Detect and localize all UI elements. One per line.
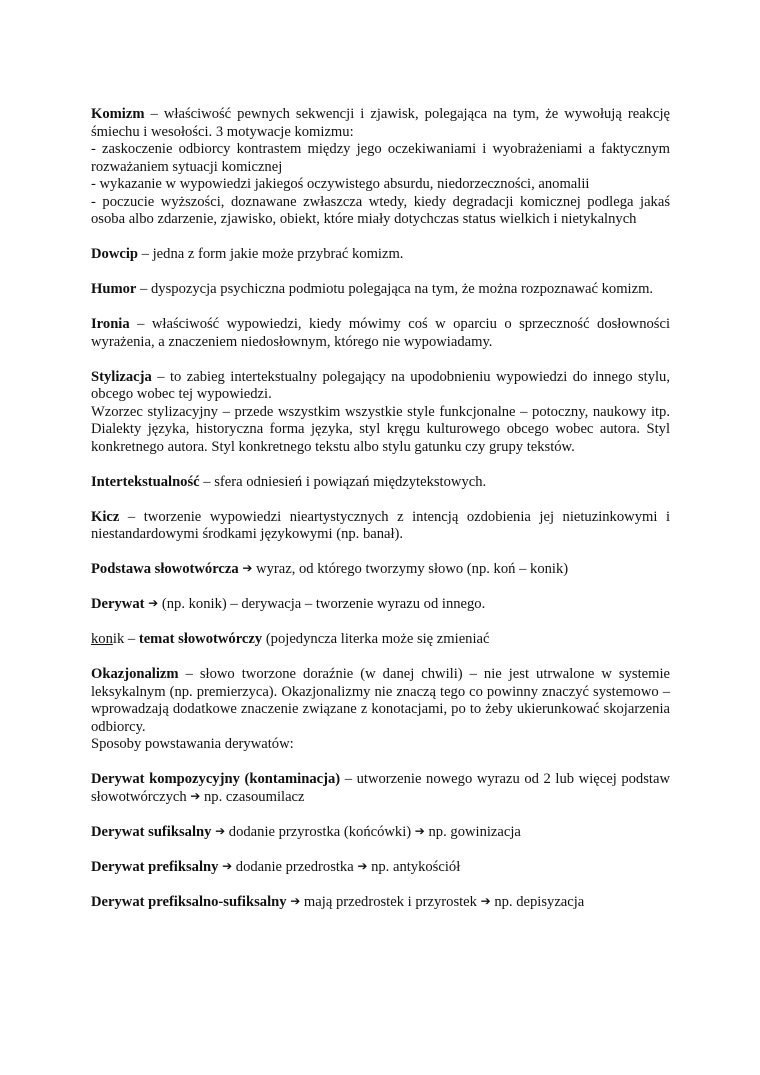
term-dowcip: Dowcip	[91, 246, 139, 262]
arrow-icon: ➔	[222, 858, 233, 873]
intertekstualnosc-definition: Intertekstualność – sfera odniesień i powiązań międzytekstowych.	[91, 473, 487, 490]
arrow-icon: ➔	[290, 893, 301, 908]
term-humor: Humor	[91, 281, 137, 297]
podstawa-definition: Podstawa słowotwórcza ➔ wyraz, od którego tworzymy słowo (np. koń – konik)	[91, 561, 569, 577]
stylizacja-extra: Wzorzec stylizacyjny – przede wszystkim wszystkie style funkcjonalne – potoczny, naukowy itp. Dialekty języka, historyczna forma języka, styl kręgu kulturowego obcego wobec autora. Styl konkretnego autora. Styl konkretnego tekstu albo stylu gatunku czy grupy tekstów.	[91, 403, 670, 455]
term-podstawa: Podstawa słowotwórcza	[91, 561, 239, 577]
term-prefsuf: Derywat prefiksalno-sufiksalny	[91, 893, 287, 910]
komizm-definition: Komizm – właściwość pewnych sekwencji i zjawisk, polegająca na tym, że wywołują reakcję śmiechu i wesołości. 3 motywacje komizmu:	[91, 106, 670, 140]
temat-definition: konik – temat słowotwórczy (pojedyncza literka może się zmieniać	[91, 631, 490, 647]
term-okazjonalizm: Okazjonalizm	[91, 666, 179, 682]
term-prefiksalny: Derywat prefiksalny	[91, 858, 219, 875]
okazjonalizm-extra: Sposoby powstawania derywatów:	[91, 736, 294, 752]
kompozycyjny-definition: Derywat kompozycyjny (kontaminacja) – utworzenie nowego wyrazu od 2 lub więcej podstaw słowotwórczych ➔ np. czasoumilacz	[91, 771, 670, 805]
dowcip-definition: Dowcip – jedna z form jakie może przybrać komizm.	[91, 246, 404, 262]
okazjonalizm-definition: Okazjonalizm – słowo tworzone doraźnie (w danej chwili) – nie jest utrwalone w systemie leksykalnym (np. premierzyca). Okazjonalizmy nie znaczą tego co powinny znaczyć systemowo – wprowadzają dodatkowe znaczenie związane z konotacjami, po to żeby ukierunkować skojarzenia odbiorcy.	[91, 666, 670, 735]
ironia-definition: Ironia – właściwość wypowiedzi, kiedy mówimy coś w oparciu o sprzeczność dosłowności wyrażenia, a znaczeniem niedosłownym, którego nie wypowiadamy.	[91, 316, 670, 350]
kicz-definition: Kicz – tworzenie wypowiedzi nieartystycznych z intencją ozdobienia jej nietuzinkowymi i niestandardowymi środkami językowymi (np. banał).	[91, 508, 670, 542]
term-temat: temat słowotwórczy	[138, 631, 263, 647]
stylizacja-definition: Stylizacja – to zabieg intertekstualny polegający na upodobnieniu wypowiedzi do innego stylu, obcego wobec tej wypowiedzi.	[91, 368, 670, 402]
arrow-icon: ➔	[190, 788, 201, 803]
derywat-definition: Derywat ➔ (np. konik) – derywacja – tworzenie wyrazu od innego.	[91, 596, 486, 612]
arrow-icon: ➔	[215, 823, 226, 838]
arrow-icon: ➔	[242, 561, 253, 575]
humor-definition: Humor – dyspozycja psychiczna podmiotu polegająca na tym, że można rozpoznawać komizm.	[91, 281, 654, 297]
term-kompozycyjny: Derywat kompozycyjny (kontaminacja)	[91, 771, 341, 787]
sufiksalny-definition: Derywat sufiksalny ➔ dodanie przyrostka (końcówki) ➔ np. gowinizacja	[91, 823, 521, 840]
underlined-stem: kon	[91, 631, 113, 647]
term-ironia: Ironia	[91, 316, 130, 332]
prefsuf-definition: Derywat prefiksalno-sufiksalny ➔ mają przedrostek i przyrostek ➔ np. depisyzacja	[91, 893, 585, 910]
arrow-icon: ➔	[480, 893, 491, 908]
arrow-icon: ➔	[357, 858, 368, 873]
komizm-item-2: - wykazanie w wypowiedzi jakiegoś oczywistego absurdu, niedorzeczności, anomalii	[91, 176, 590, 192]
term-intertekstualnosc: Intertekstualność	[91, 473, 200, 490]
term-derywat: Derywat	[91, 596, 145, 612]
komizm-item-3: - poczucie wyższości, doznawane zwłaszcza wtedy, kiedy degradacji komicznej podlega jakaś osoba albo zdarzenie, zjawisko, obiekt, które miały dotychczas status wielkich i nietykalnych	[91, 193, 670, 227]
komizm-item-1: - zaskoczenie odbiorcy kontrastem między jego oczekiwaniami i wyobrażeniami a faktycznym rozważaniem sytuacji komicznej	[91, 141, 670, 175]
term-sufiksalny: Derywat sufiksalny	[91, 823, 212, 840]
prefiksalny-definition: Derywat prefiksalny ➔ dodanie przedrostka ➔ np. antykościół	[91, 858, 461, 875]
term-stylizacja: Stylizacja	[91, 368, 152, 385]
term-komizm: Komizm	[91, 106, 145, 122]
term-kicz: Kicz	[91, 508, 120, 525]
arrow-icon: ➔	[148, 596, 159, 610]
arrow-icon: ➔	[414, 823, 425, 838]
